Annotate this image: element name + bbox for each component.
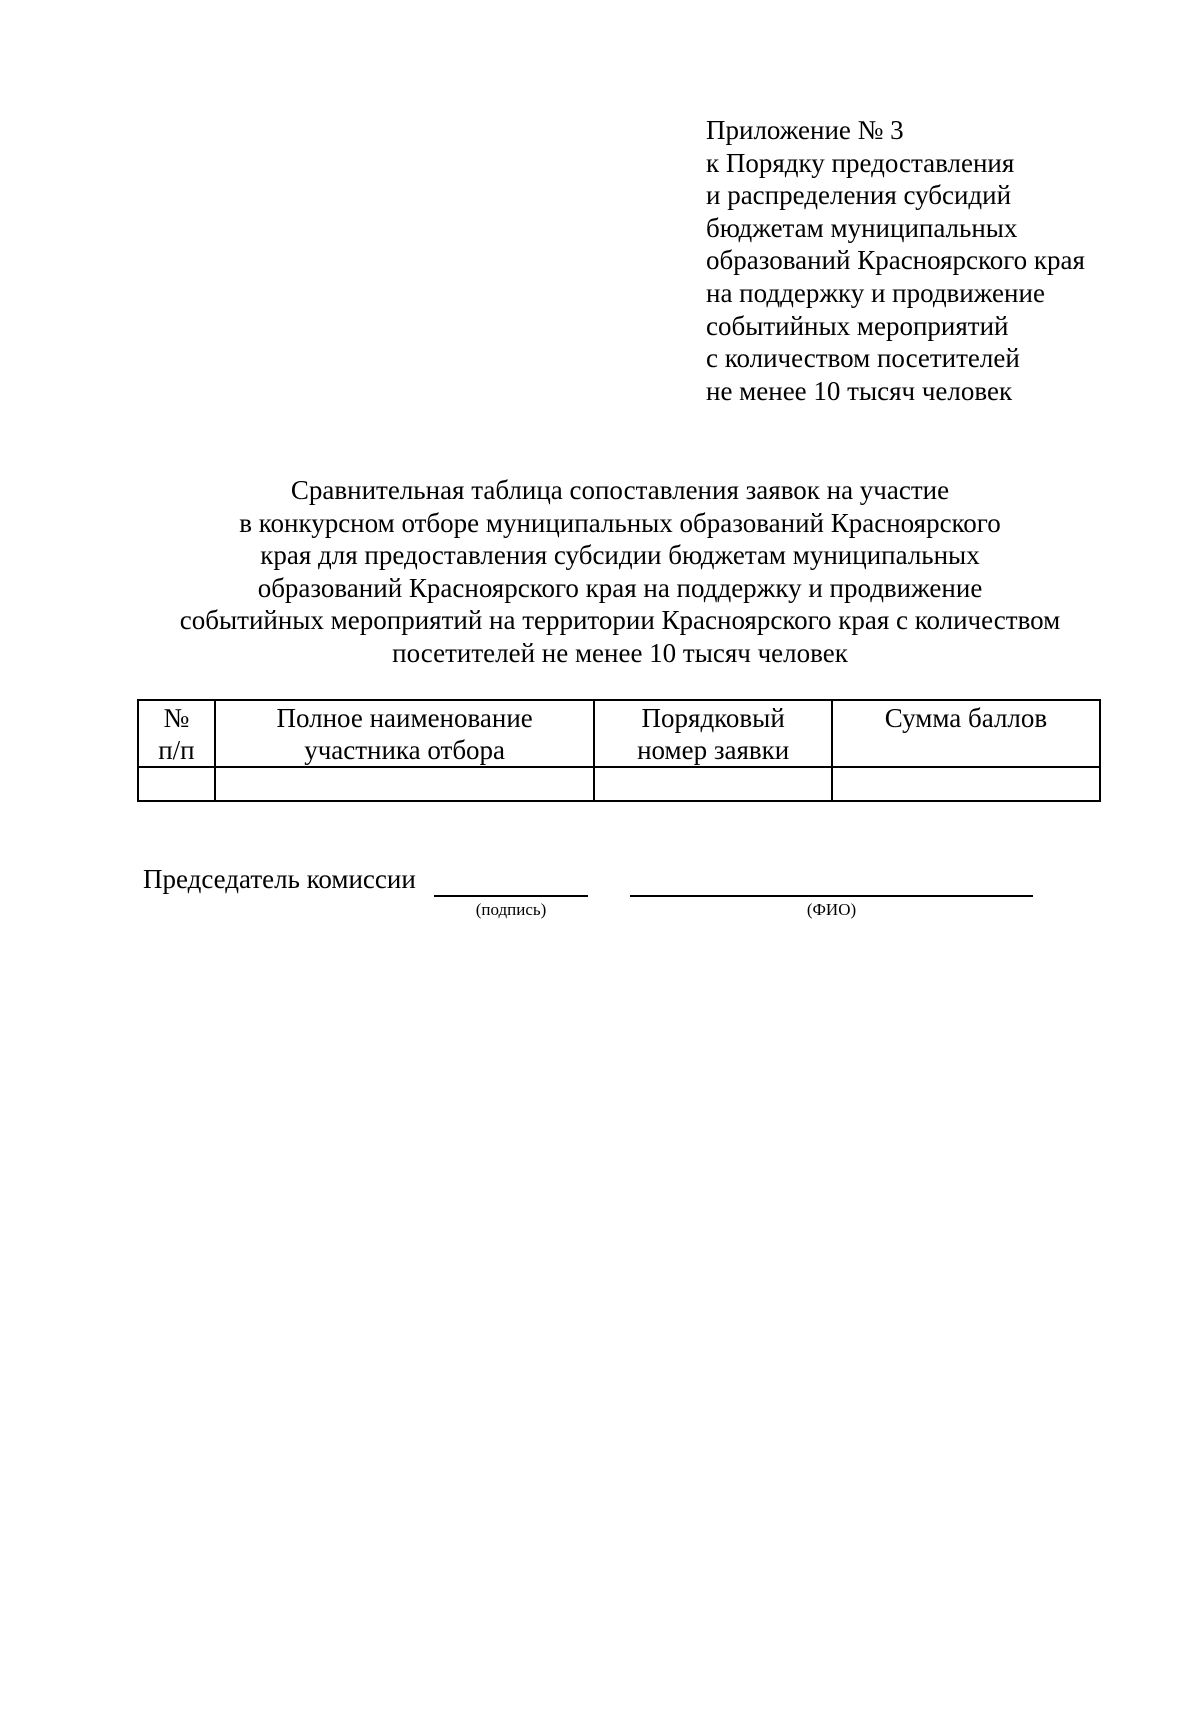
header-number: № п/п <box>138 700 215 767</box>
table-cell <box>138 767 215 801</box>
appendix-line: Приложение № 3 <box>706 115 904 145</box>
appendix-line: бюджетам муниципальных <box>706 212 1018 243</box>
table-cell <box>215 767 595 801</box>
title-line: посетителей не менее 10 тысяч человек <box>392 637 848 668</box>
appendix-line: на поддержку и продвижение <box>706 277 1045 308</box>
fio-line <box>630 895 1033 897</box>
appendix-line: к Порядку предоставления <box>706 147 1015 178</box>
appendix-line: событийных мероприятий <box>706 310 1009 341</box>
table-cell <box>594 767 832 801</box>
appendix-line: с количеством посетителей <box>706 343 1020 374</box>
appendix-line: и распределения субсидий <box>706 180 1012 211</box>
fio-caption: (ФИО) <box>806 900 857 919</box>
title-line: событийных мероприятий на территории Красноярского края с количеством <box>179 605 1061 636</box>
title-line: Сравнительная таблица сопоставления заявок на участие <box>290 475 950 505</box>
signature-caption: (подпись) <box>475 900 547 919</box>
header-application-number: Порядковый номер заявки <box>594 700 832 767</box>
table-cell <box>832 767 1100 801</box>
appendix-block <box>706 114 1085 407</box>
title-line: края для предоставления субсидии бюджетам муниципальных <box>260 540 980 571</box>
header-participant-name: Полное наименование участника отбора <box>215 700 595 767</box>
appendix-line: не менее 10 тысяч человек <box>706 375 1013 406</box>
document-title <box>120 474 1120 670</box>
title-line: в конкурсном отборе муниципальных образований Красноярского <box>239 507 1001 538</box>
header-total-score: Сумма баллов <box>832 700 1100 767</box>
table-header-row <box>138 700 1100 767</box>
signature-line <box>434 895 588 897</box>
comparison-table <box>137 699 1101 802</box>
appendix-line: образований Красноярского края <box>706 245 1085 276</box>
signature-label: Председатель комиссии <box>143 864 416 894</box>
title-line: образований Красноярского края на поддержку и продвижение <box>257 572 983 603</box>
table-row <box>138 767 1100 801</box>
